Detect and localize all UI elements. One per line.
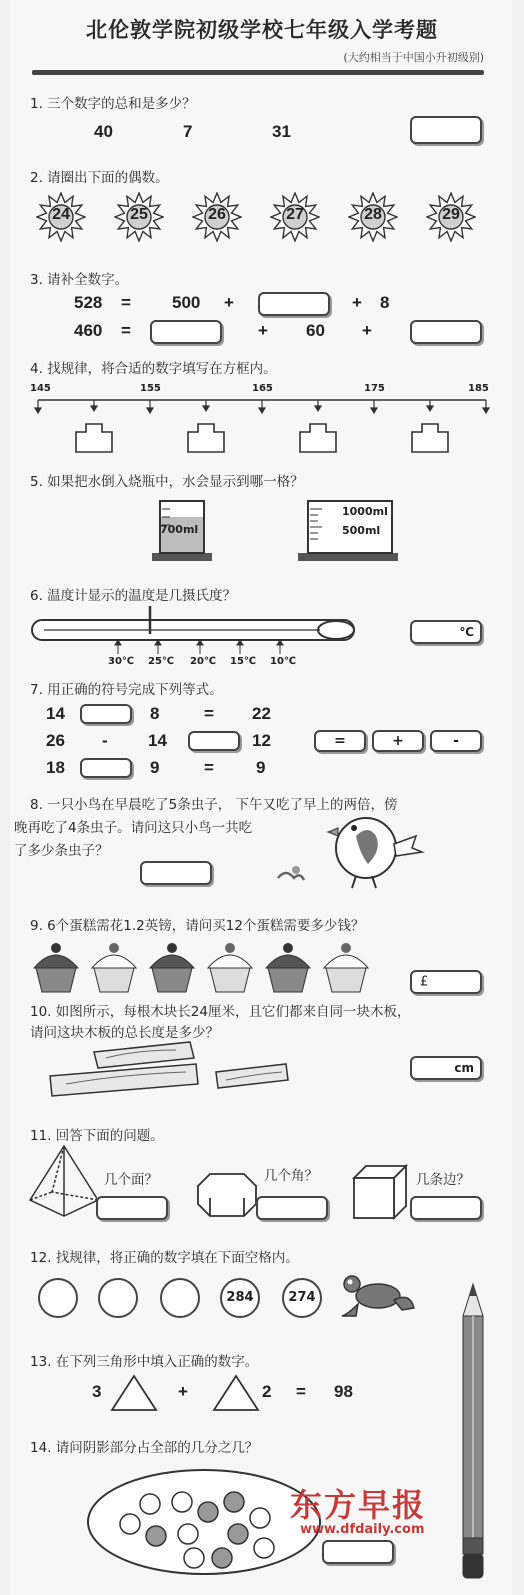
- q8-line3: 了多少条虫子？: [14, 843, 109, 859]
- q12-circle-4: 284: [220, 1278, 260, 1318]
- q9-answer-box[interactable]: [410, 970, 482, 994]
- q3-r2-60: 60: [306, 321, 325, 340]
- q11-text: 11. 回答下面的问题。: [30, 1128, 164, 1144]
- q13-result: 98: [334, 1382, 353, 1401]
- q3-r2-eq: =: [121, 321, 131, 340]
- q7-r3-eq: =: [204, 758, 214, 777]
- newspaper-url: www.dfdaily.com: [300, 1522, 425, 1537]
- q13-plus: +: [178, 1382, 188, 1401]
- q11-edges-answer-box[interactable]: [410, 1196, 482, 1220]
- q11-edges-label: 几条边？: [416, 1172, 470, 1188]
- q6-label-30: 30℃: [108, 656, 135, 667]
- q5-text: 5. 如果把水倒入烧瓶中，水会显示到哪一格？: [30, 474, 304, 490]
- q7-r1-a: 14: [46, 704, 65, 723]
- q4-answer-box-2[interactable]: [188, 430, 224, 450]
- q3-r1-8: 8: [380, 293, 390, 312]
- q14-text: 14. 请问阴影部分占全部的几分之几？: [30, 1440, 259, 1456]
- q2-sun-25[interactable]: [114, 192, 164, 242]
- q4-tick-165: 165: [252, 383, 273, 394]
- q10-unit: cm: [454, 1061, 474, 1075]
- q7-r2-c: 12: [252, 731, 271, 750]
- q11-faces-label: 几个面？: [104, 1172, 158, 1188]
- q8-answer-box[interactable]: [140, 861, 212, 885]
- q9-text: 9. 6个蛋糕需花1.2英镑，请问买12个蛋糕需要多少钱？: [30, 918, 365, 934]
- page-subtitle: (大约相当于中国小升初级别): [343, 51, 484, 64]
- q2-sun-29[interactable]: [426, 192, 476, 242]
- q1-number-3: 31: [272, 122, 291, 141]
- q3-r2-answer-box-2[interactable]: [410, 320, 482, 344]
- q10-line1: 10. 如图所示，每根木块长24厘米，且它们都来自同一块木板，: [30, 1004, 411, 1020]
- q2-sun-number: 25: [130, 206, 148, 223]
- q13-left-digit: 3: [92, 1382, 102, 1401]
- q2-sun-number: 29: [442, 206, 460, 223]
- q13-equals: =: [296, 1382, 306, 1401]
- q7-r1-op-box[interactable]: [80, 704, 132, 724]
- q1-number-2: 7: [183, 122, 193, 141]
- q2-text: 2. 请圈出下面的偶数。: [30, 170, 169, 186]
- q2-sun-number: 26: [208, 206, 226, 223]
- q6-label-10: 10℃: [270, 656, 297, 667]
- q1-text: 1. 三个数字的总和是多少？: [30, 96, 196, 112]
- wood-planks-illustration: [46, 1040, 296, 1100]
- q6-label-25: 25℃: [148, 656, 175, 667]
- q4-answer-box-1[interactable]: [76, 430, 112, 450]
- q7-r3-b: 9: [150, 758, 160, 777]
- q6-label-15: 15℃: [230, 656, 257, 667]
- q3-r2-answer-box-1[interactable]: [150, 320, 222, 344]
- q7-r2-op-box[interactable]: [188, 731, 240, 751]
- pencil-illustration: [458, 1282, 488, 1582]
- q4-tick-175: 175: [364, 383, 385, 394]
- q10-answer-box[interactable]: [410, 1056, 482, 1080]
- q7-r2-a: 26: [46, 731, 65, 750]
- q7-r2-op: -: [102, 731, 108, 750]
- q11-corners-answer-box[interactable]: [256, 1196, 328, 1220]
- q7-option-equals[interactable]: =: [314, 730, 366, 752]
- q12-text: 12. 找规律，将正确的数字填在下面空格内。: [30, 1250, 299, 1266]
- q3-text: 3. 请补全数字。: [30, 272, 129, 288]
- q3-r1-answer-box[interactable]: [258, 292, 330, 316]
- q1-answer-box[interactable]: [410, 116, 482, 144]
- q7-r3-a: 18: [46, 758, 65, 777]
- pyramid-shape: [24, 1142, 104, 1222]
- q3-r1-528: 528: [74, 293, 103, 312]
- q13-right-digit: 2: [262, 1382, 272, 1401]
- q2-sun-28[interactable]: [348, 192, 398, 242]
- q2-sun-number: 27: [286, 206, 304, 223]
- q2-sun-27[interactable]: [270, 192, 320, 242]
- header-rule: [32, 70, 484, 75]
- q5-beaker-label: 700ml: [160, 523, 199, 536]
- bird-illustration: [276, 806, 426, 892]
- q8-line2: 晚再吃了4条虫子。请问这只小鸟一共吃: [14, 820, 253, 836]
- q2-sun-number: 24: [52, 206, 70, 223]
- q12-circle-5: 274: [282, 1278, 322, 1318]
- q4-answer-box-3[interactable]: [300, 430, 336, 450]
- q7-text: 7. 用正确的符号完成下列等式。: [30, 682, 223, 698]
- q7-r1-c: 22: [252, 704, 271, 723]
- q11-faces-answer-box[interactable]: [96, 1196, 168, 1220]
- frog-illustration: [338, 1270, 418, 1320]
- hexagonal-prism-shape: [196, 1170, 260, 1222]
- q3-r1-eq: =: [121, 293, 131, 312]
- q6-unit: ℃: [459, 625, 474, 639]
- q5-flask-top-label: 1000ml: [342, 505, 388, 518]
- q14-oval-diagram: [84, 1462, 324, 1582]
- q2-sun-24[interactable]: [36, 192, 86, 242]
- q7-r1-b: 8: [150, 704, 160, 723]
- page-title: 北伦敦学院初级学校七年级入学考题: [86, 18, 438, 42]
- q13-triangle-1[interactable]: [110, 1374, 158, 1412]
- q13-text: 13. 在下列三角形中填入正确的数字。: [30, 1354, 259, 1370]
- q3-r1-plus1: +: [224, 293, 234, 312]
- q7-r2-b: 14: [148, 731, 167, 750]
- q4-tick-145: 145: [30, 383, 51, 394]
- q12-circle-2[interactable]: [98, 1278, 138, 1318]
- q12-circle-3[interactable]: [160, 1278, 200, 1318]
- q2-sun-26[interactable]: [192, 192, 242, 242]
- q5-flask-mid-label: 500ml: [342, 524, 381, 537]
- q3-r2-460: 460: [74, 321, 103, 340]
- newspaper-logo: 东方早报: [290, 1486, 427, 1524]
- q13-triangle-2[interactable]: [212, 1374, 260, 1412]
- q3-r1-500: 500: [172, 293, 201, 312]
- q7-r3-op-box[interactable]: [80, 758, 132, 778]
- q12-circle-1[interactable]: [38, 1278, 78, 1318]
- q6-thermometer: [30, 604, 360, 664]
- q11-corners-label: 几个角？: [264, 1168, 318, 1184]
- q2-sun-number: 28: [364, 206, 382, 223]
- q14-answer-box[interactable]: [322, 1540, 394, 1564]
- q9-unit: £: [420, 974, 429, 990]
- q4-tick-185: 185: [468, 383, 489, 394]
- q8-line1: 8. 一只小鸟在早晨吃了5条虫子， 下午又吃了早上的两倍，傍: [30, 797, 398, 813]
- q7-option-minus[interactable]: -: [430, 730, 482, 752]
- q7-r1-eq: =: [204, 704, 214, 723]
- cupcakes-illustration: [30, 938, 370, 996]
- q3-r1-plus2: +: [352, 293, 362, 312]
- q10-line2: 请问这块木板的总长度是多少？: [30, 1025, 219, 1041]
- q3-r2-plus2: +: [362, 321, 372, 340]
- q3-r2-plus1: +: [258, 321, 268, 340]
- q6-text: 6. 温度计显示的温度是几摄氏度？: [30, 588, 237, 604]
- cube-shape: [352, 1164, 408, 1222]
- q4-text: 4. 找规律，将合适的数字填写在方框内。: [30, 361, 277, 377]
- q4-answer-box-4[interactable]: [412, 430, 448, 450]
- q6-label-20: 20℃: [190, 656, 217, 667]
- q4-tick-155: 155: [140, 383, 161, 394]
- q1-number-1: 40: [94, 122, 113, 141]
- q6-answer-box[interactable]: [410, 620, 482, 644]
- q7-r3-c: 9: [256, 758, 266, 777]
- q7-option-plus[interactable]: +: [372, 730, 424, 752]
